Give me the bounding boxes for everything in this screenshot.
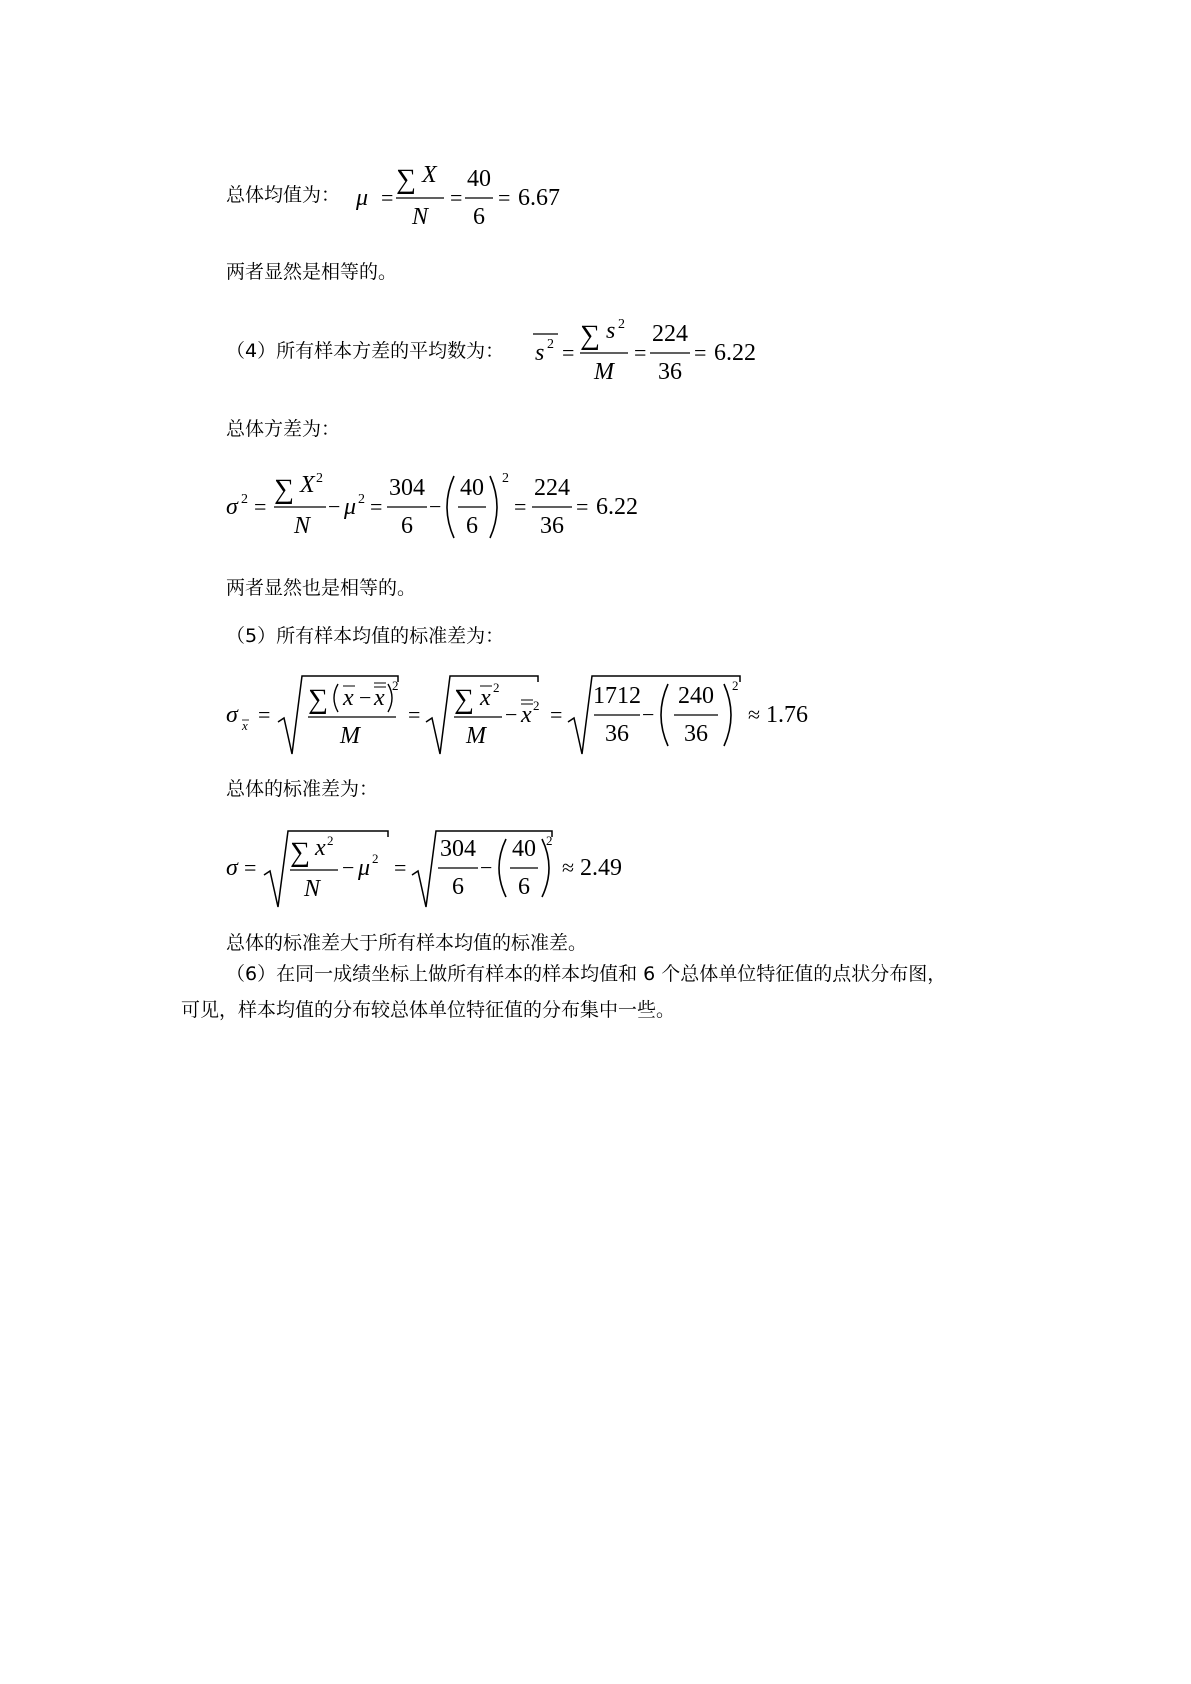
- subscript-x: x: [242, 718, 248, 733]
- formula-avg-sample-variance: [530, 316, 780, 386]
- fraction-denominator: 6: [473, 204, 485, 228]
- numerator-var: x: [315, 835, 326, 861]
- sum-symbol: ∑: [454, 684, 474, 715]
- formula-sd-of-sample-means: [222, 670, 842, 760]
- comparison-statement: 总体的标准差大于所有样本均值的标准差。: [226, 932, 588, 954]
- fraction-numerator: 1712: [593, 683, 641, 709]
- item4-label: （4）所有样本方差的平均数为：: [226, 340, 505, 362]
- minus-sign: −: [328, 494, 341, 519]
- exponent: 2: [533, 698, 540, 713]
- mu-symbol: μ: [356, 185, 369, 211]
- denominator-var: M: [466, 723, 486, 749]
- sum-symbol: ∑: [290, 837, 310, 868]
- exponent: 2: [241, 492, 248, 507]
- fraction-denominator: 36: [684, 721, 708, 747]
- fraction-denominator: 36: [540, 513, 564, 539]
- exponent: 2: [732, 678, 739, 693]
- minus-sign: −: [342, 855, 355, 880]
- formula-pop-mean: [350, 158, 590, 228]
- exponent: 2: [327, 833, 334, 848]
- result-value: 6.22: [596, 494, 638, 520]
- result-value: 6.22: [714, 340, 756, 366]
- denominator-var: N: [412, 204, 429, 228]
- left-paren: [447, 476, 454, 538]
- sum-symbol: ∑: [580, 320, 600, 351]
- mu-symbol: μ: [358, 855, 371, 881]
- sigma-symbol: σ: [226, 702, 238, 728]
- equals-sign: =: [576, 494, 589, 519]
- approx-sign: ≈: [562, 855, 575, 880]
- denominator-var: N: [304, 876, 321, 902]
- fraction-numerator: 304: [389, 475, 425, 501]
- exponent: 2: [618, 317, 625, 332]
- x-bar: x: [480, 685, 491, 711]
- mu-symbol: μ: [344, 494, 357, 520]
- minus-sign: −: [480, 855, 493, 880]
- item5-label: （5）所有样本均值的标准差为：: [226, 625, 505, 647]
- numerator-var: s: [606, 318, 616, 344]
- equal-statement-1: 两者显然是相等的。: [226, 261, 398, 283]
- sigma-symbol: σ: [226, 494, 238, 520]
- equals-sign: =: [450, 185, 463, 210]
- formula-pop-sd: [222, 825, 642, 915]
- fraction-denominator: 36: [658, 359, 682, 385]
- equals-sign: =: [562, 340, 575, 365]
- approx-sign: ≈: [748, 702, 761, 727]
- sigma-symbol: σ: [226, 855, 238, 881]
- exponent: 2: [502, 471, 509, 486]
- minus-sign: −: [359, 685, 372, 710]
- fraction-numerator: 40: [460, 475, 484, 501]
- fraction-denominator: 6: [452, 874, 464, 900]
- left-paren: [334, 684, 338, 712]
- fraction-denominator: 6: [518, 874, 530, 900]
- equals-sign: =: [370, 494, 383, 519]
- fraction-numerator: 240: [678, 683, 714, 709]
- s-symbol: s: [535, 340, 545, 366]
- denominator-var: N: [294, 513, 311, 539]
- numerator-var: X: [300, 472, 315, 498]
- sum-symbol: ∑: [274, 474, 294, 505]
- result-value: 2.49: [580, 855, 622, 881]
- equals-sign: =: [381, 185, 394, 210]
- item6-line2: 可见，样本均值的分布较总体单位特征值的分布集中一些。: [181, 999, 676, 1021]
- result-value: 6.67: [518, 185, 560, 211]
- fraction-denominator: 6: [466, 513, 478, 539]
- equals-sign: =: [694, 340, 707, 365]
- sum-symbol: ∑: [308, 684, 328, 715]
- item6-line1: （6）在同一成绩坐标上做所有样本的样本均值和 6 个总体单位特征值的点状分布图，: [226, 963, 947, 985]
- left-paren: [499, 839, 506, 897]
- fraction-denominator: 6: [401, 513, 413, 539]
- exponent: 2: [372, 851, 379, 866]
- fraction-numerator: 304: [440, 836, 476, 862]
- formula-pop-variance: [222, 470, 682, 550]
- denominator-var: M: [594, 359, 614, 385]
- equals-sign: =: [408, 702, 421, 727]
- numerator-var: X: [422, 162, 437, 188]
- fraction-denominator: 36: [605, 721, 629, 747]
- minus-sign: −: [505, 702, 518, 727]
- equals-sign: =: [394, 855, 407, 880]
- right-paren: [724, 684, 731, 746]
- exponent: 2: [316, 471, 323, 486]
- left-paren: [661, 684, 668, 746]
- equals-sign: =: [254, 494, 267, 519]
- pop-var-label: 总体方差为：: [226, 418, 341, 440]
- equals-sign: =: [550, 702, 563, 727]
- fraction-numerator: 224: [652, 321, 688, 347]
- x-double-bar: x: [521, 702, 532, 728]
- exponent: 2: [547, 337, 554, 352]
- x-double-bar: x: [374, 685, 385, 711]
- equals-sign: =: [244, 855, 257, 880]
- result-value: 1.76: [766, 702, 808, 728]
- pop-sd-label: 总体的标准差为：: [226, 778, 379, 800]
- exponent: 2: [358, 492, 365, 507]
- equals-sign: =: [634, 340, 647, 365]
- fraction-numerator: 40: [512, 836, 536, 862]
- sum-symbol: ∑: [396, 164, 416, 195]
- equals-sign: =: [514, 494, 527, 519]
- fraction-numerator: 224: [534, 475, 570, 501]
- minus-sign: −: [642, 702, 655, 727]
- equals-sign: =: [498, 185, 511, 210]
- x-bar: x: [343, 685, 354, 711]
- denominator-var: M: [340, 723, 360, 749]
- equals-sign: =: [258, 702, 271, 727]
- exponent: 2: [546, 833, 553, 848]
- minus-sign: −: [429, 494, 442, 519]
- right-paren: [490, 476, 497, 538]
- equal-statement-2: 两者显然也是相等的。: [226, 577, 417, 599]
- exponent: 2: [392, 678, 399, 693]
- pop-mean-label: 总体均值为：: [226, 184, 341, 206]
- exponent: 2: [493, 680, 500, 695]
- fraction-numerator: 40: [467, 166, 491, 192]
